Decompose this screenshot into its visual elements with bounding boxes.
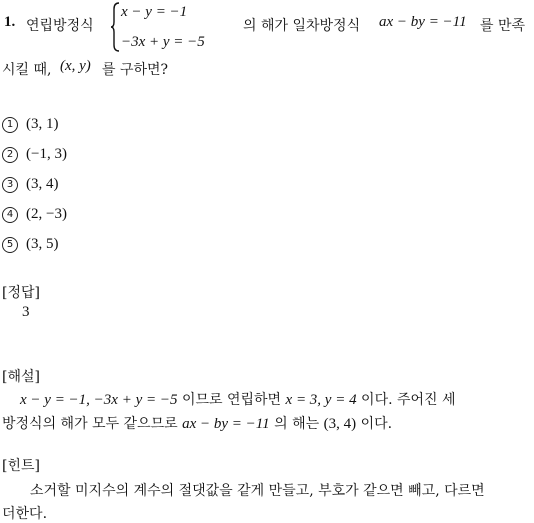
hint-line-1: 소거할 미지수의 계수의 절댓값을 같게 만들고, 부호가 같으면 빼고, 다르면 xyxy=(30,483,485,499)
choice-text: (3, 4) xyxy=(26,176,59,192)
explanation-equation: ax − by = −11 xyxy=(182,416,270,432)
explanation-text: 방정식의 해가 모두 같으므로 xyxy=(2,416,178,432)
choice-marker: 5 xyxy=(2,237,18,253)
answer-value: 3 xyxy=(22,304,30,320)
problem-line2-text: 시킬 때, xyxy=(2,62,52,78)
explanation-equations: x − y = −1, −3x + y = −5 xyxy=(20,392,178,408)
choice-1[interactable] xyxy=(2,116,59,133)
explanation-line-1 xyxy=(20,389,456,409)
explanation-line-2 xyxy=(2,413,392,433)
problem-line2-end: 를 구하면? xyxy=(102,62,169,78)
explanation-solution: x = 3, y = 4 xyxy=(285,392,357,408)
explanation-label: [해설] xyxy=(2,369,40,385)
choice-text: (−1, 3) xyxy=(26,146,67,162)
choice-5[interactable] xyxy=(2,236,59,253)
system-brace xyxy=(110,2,120,52)
choice-2[interactable] xyxy=(2,146,67,163)
hint-line-2: 더한다. xyxy=(2,506,48,522)
problem-lead-text: 연립방정식 xyxy=(26,18,94,34)
problem-number: 1. xyxy=(4,14,16,30)
explanation-text: 이다. 주어진 세 xyxy=(361,392,456,408)
problem-text-mid2: 를 만족 xyxy=(480,18,526,34)
choice-marker: 1 xyxy=(2,117,18,133)
choice-marker: 2 xyxy=(2,147,18,163)
problem-text-mid: 의 해가 일차방정식 xyxy=(243,18,361,34)
system-equation-2: −3x + y = −5 xyxy=(121,34,205,50)
answer-label: [정답] xyxy=(2,285,40,301)
choice-4[interactable] xyxy=(2,206,67,223)
system-equation-1: x − y = −1 xyxy=(121,4,188,20)
unknown-pair: (x, y) xyxy=(60,58,91,74)
choice-text: (3, 5) xyxy=(26,236,59,252)
choice-marker: 4 xyxy=(2,207,18,223)
choice-3[interactable] xyxy=(2,176,59,193)
choice-text: (3, 1) xyxy=(26,116,59,132)
hint-label: [힌트] xyxy=(2,458,40,474)
choice-marker: 3 xyxy=(2,177,18,193)
explanation-text: 이므로 연립하면 xyxy=(181,392,282,408)
explanation-text: 이다. xyxy=(360,416,393,432)
explanation-text: 의 해는 xyxy=(274,416,320,432)
choice-text: (2, −3) xyxy=(26,206,67,222)
condition-equation: ax − by = −11 xyxy=(379,14,467,30)
explanation-pair: (3, 4) xyxy=(323,416,357,432)
